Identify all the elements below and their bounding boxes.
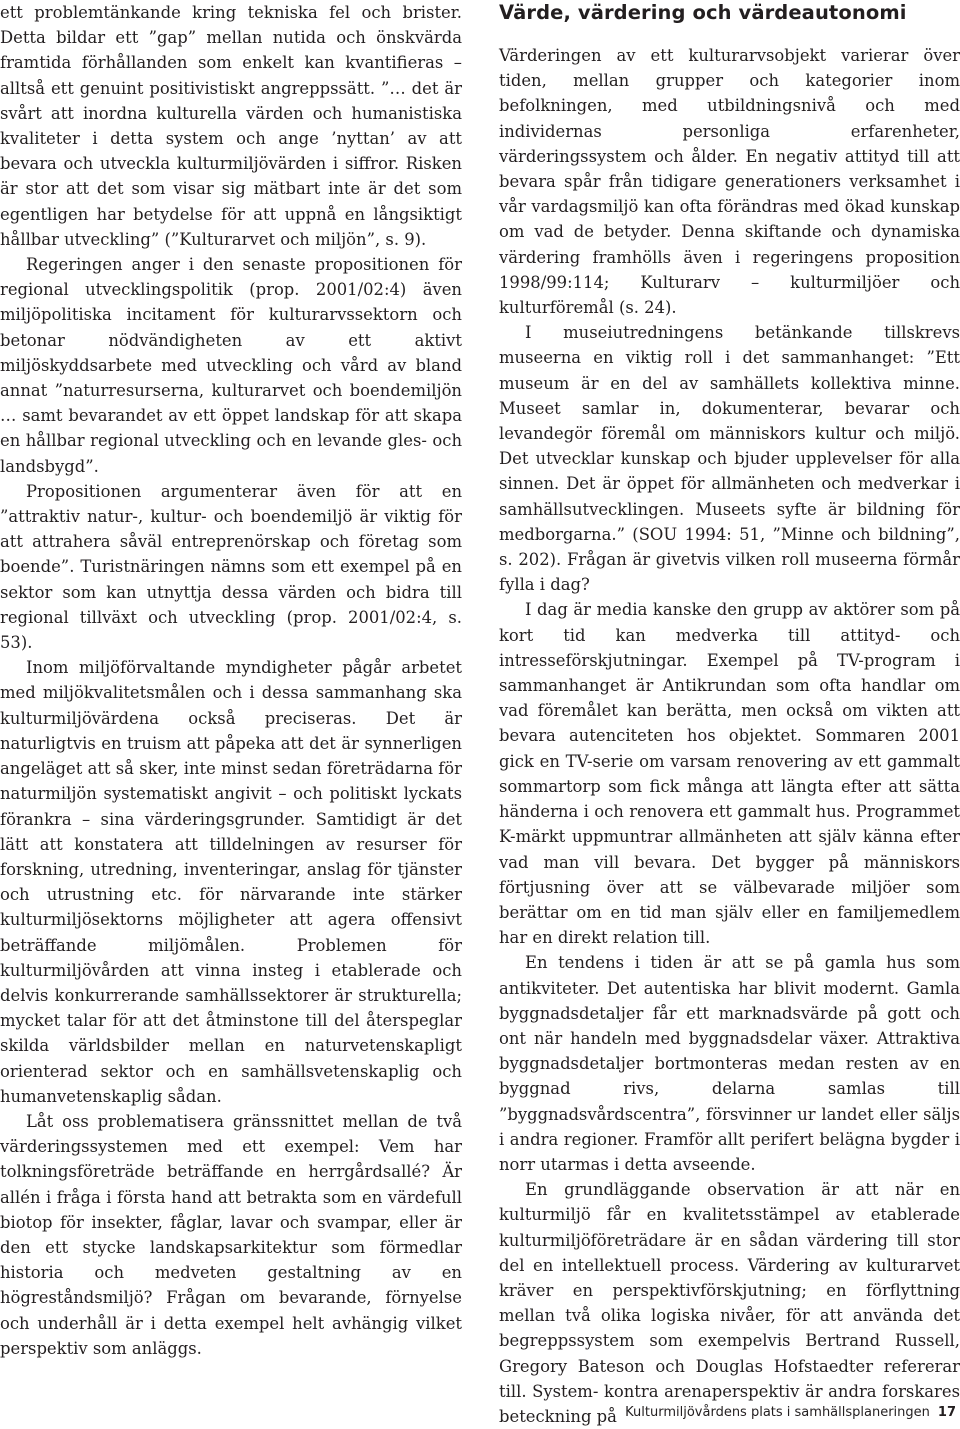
paragraph: I museiutredningens betänkande tillskrevs museerna en viktig roll i det sammanhanget: ”Ett museum är en del av samhällets kollektiva minne. Museet samlar in, dokumenterar, bevarar och levandegör föremål om människors kultur och miljö. Det utvecklar kunskap och bjuder upplevelser för alla sinnen. Det är öppet för allmänheten och medverkar i samhällsutvecklingen. Museets syfte är bildning för medborgarna.” (SOU 1994: 51, ”Minne och bildning”, s. 202). Frågan är givetvis vilken roll museerna förmår fylla i dag?	[499, 323, 960, 595]
running-title: Kulturmiljövårdens plats i samhällsplaneringen	[625, 1405, 930, 1420]
paragraph: Regeringen anger i den senaste propositionen för regional utvecklingspolitik (prop. 2001/02:4) även miljöpolitiska incitament för kulturarvssektorn och betonar nödvändigheten av ett aktivt miljöskyddsarbete med utveckling och vård av bland annat ”naturresurserna, kulturarvet och boendemiljön … samt bevarandet av ett öppet landskap för att skapa en hållbar regional utveckling och en levande gles- och landsbygd”.	[0, 255, 462, 476]
page-footer	[620, 1405, 956, 1420]
paragraph: Propositionen argumenterar även för att en ”attraktiv natur-, kultur- och boendemiljö är viktig för att attrahera såväl entreprenörskap och företag som boende”. Turistnäringen nämns som ett exempel på en sektor som kan utnyttja dessa värden och bidra till regional tillväxt och utveckling (prop. 2001/02:4, s. 53).	[0, 481, 462, 653]
paragraph: En tendens i tiden är att se på gamla hus som antikviteter. Det autentiska har blivit modernt. Gamla byggnadsdetaljer får ett marknadsvärde på gott och ont när handeln med byggnadsdelar växer. Attraktiva byggnadsdetaljer bortmonteras medan resten av en byggnad rivs, delarna samlas till ”byggnadsvårdscentra”, försvinner ur landet eller säljs i andra regioner. Framför allt perifert belägna bygder i norr utarmas i detta avseende.	[499, 953, 960, 1174]
paragraph: Låt oss problematisera gränssnittet mellan de två värderingssystemen med ett exempel: Vem har tolkningsföreträde beträffande en herrgårdsallé? Är allén i fråga i första hand att betrakta som en värdefull biotop för insekter, fåglar, lavar och svampar, eller är den ett stycke landskapsarkitektur som förmedlar historia och medveten gestaltning av en högreståndsmiljö? Frågan om bevarande, förnyelse och underhåll är i detta exempel helt avhängig vilket perspektiv som anläggs.	[0, 1111, 462, 1358]
right-text-column	[499, 0, 960, 1429]
paragraph: Värderingen av ett kulturarvsobjekt varierar över tiden, mellan grupper och kategorier inom befolkningen, med utbildningsnivå och med individernas personliga erfarenheter, värderingssystem och ålder. En negativ attityd till att bevara spår från tidigare generationers verksamhet i vår vardagsmiljö kan ofta förändras med ökad kunskap om vad de betyder. Denna skiftande och dynamiska värdering framhölls även i regeringens proposition 1998/99:114; Kulturarv – kulturmiljöer och kulturföremål (s. 24).	[499, 46, 960, 318]
paragraph: Inom miljöförvaltande myndigheter pågår arbetet med miljökvalitetsmålen och i dessa sammanhang ska kulturmiljövärdena också preciseras. Det är naturligtvis en truism att påpeka att det är synnerligen angeläget att så sker, inte minst sedan företrädarna för naturmiljön systematiskt angivit – och politiskt lyckats förankra – sina värderingsgrunder. Samtidigt är det lätt att konstatera att tilldelningen av resurser för forskning, utredning, inventeringar, anslag för tjänster och utrustning etc. för närvarande inte stärker kulturmiljösektorns möjligheter att agera offensivt beträffande miljömålen. Problemen för kulturmiljövården att vinna insteg i etablerade och delvis konkurrerande samhällssektorer är strukturella; mycket talar för att det åtminstone till del återspeglar skilda världsbilder mellan en naturvetenskapligt orienterad sektor och en samhällsvetenskaplig och humanvetenskaplig sådan.	[0, 658, 462, 1106]
page-number: 17	[937, 1405, 956, 1420]
paragraph-continued: ett problemtänkande kring tekniska fel och brister. Detta bildar ett ”gap” mellan nutida och önskvärda framtida förhållanden som enkelt kan kvantifieras – alltså ett genuint positivistiskt angreppssätt. ”… det är svårt att inordna kulturella värden och humanistiska kvaliteter i detta system och ange ’nyttan’ av att bevara och utveckla kulturmiljövärden i siffror. Risken är stor att det som visar sig mätbart inte är det som egentligen har betydelse för att uppnå en långsiktigt hållbar utveckling” (”Kulturarvet och miljön”, s. 9).	[0, 3, 462, 249]
paragraph: En grundläggande observation är att när en kulturmiljö får en kvalitetsstämpel av etablerade kulturmiljöföreträdare är en sådan värdering till stor del en intellektuell process. Värdering av kulturarvet kräver en perspektivförskjutning; en förflyttning mellan två olika logiska nivåer, för att använda det begreppssystem som exempelvis Bertrand Russell, Gregory Bateson och Douglas Hofstaedter refererar till. System- kontra arenaperspektiv är andra forskares beteckning på	[499, 1180, 960, 1426]
section-heading: Värde, värdering och värdeautonomi	[499, 1, 907, 24]
paragraph: I dag är media kanske den grupp av aktörer som på kort tid kan medverka till attityd- och intresseförskjutningar. Exempel på TV-program i sammanhanget är Antikrundan som ofta handlar om vad föremålet kan berätta, men också om vikten att bevara autenciteten hos objektet. Sommaren 2001 gick en TV-serie om varsam renovering av ett gammalt sommartorp som fick många att längta efter att sätta händerna i och renovera ett gammalt hus. Programmet K-märkt uppmuntrar allmänheten att själv känna efter vad man vill bevara. Det bygger på människors förtjusning över att se välbevarade miljöer som berättar om en tid man själv eller en familjemedlem har en direkt relation till.	[499, 600, 960, 948]
left-text-column	[0, 0, 462, 1361]
